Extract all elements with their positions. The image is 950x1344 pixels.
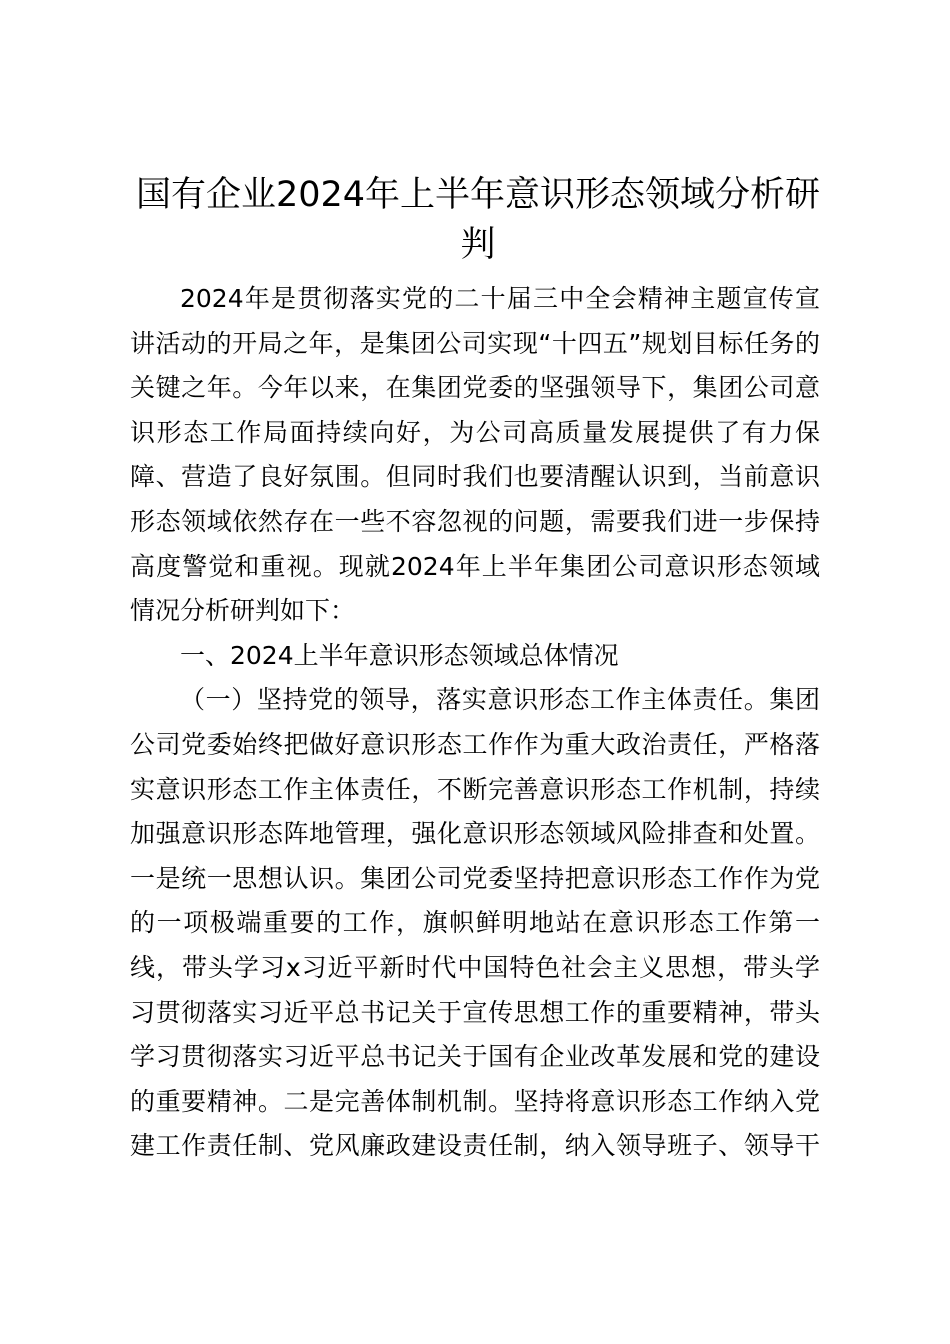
text-line: 学习贯彻落实习近平总书记关于国有企业改革发展和党的建设 <box>130 1042 820 1072</box>
text-line: 公司党委始终把做好意识形态工作作为重大政治责任，严格落 <box>130 729 820 759</box>
title-line-2: 判 <box>460 225 496 265</box>
text-line: 障、营造了良好氛围。但同时我们也要清醒认识到，当前意识 <box>130 462 820 492</box>
text-line: 识形态工作局面持续向好，为公司高质量发展提供了有力保 <box>130 417 820 447</box>
text-line: 高度警觉和重视。现就2024年上半年集团公司意识形态领域 <box>130 551 820 581</box>
document-title <box>118 170 838 270</box>
text-line: 加强意识形态阵地管理，强化意识形态领域风险排查和处置。 <box>130 819 820 849</box>
text-line: 关键之年。今年以来，在集团党委的坚强领导下，集团公司意 <box>130 373 820 403</box>
text-line: 一、2024上半年意识形态领域总体情况 <box>180 640 619 670</box>
text-line: 的重要精神。二是完善体制机制。坚持将意识形态工作纳入党 <box>130 1086 820 1116</box>
text-line: 线，带头学习x习近平新时代中国特色社会主义思想，带头学 <box>130 952 820 982</box>
text-line: （一）坚持党的领导，落实意识形态工作主体责任。集团 <box>180 685 820 715</box>
text-line: 讲活动的开局之年，是集团公司实现“十四五”规划目标任务的 <box>130 328 820 358</box>
document-body <box>130 277 820 1169</box>
text-line: 实意识形态工作主体责任，不断完善意识形态工作机制，持续 <box>130 774 820 804</box>
text-line: 2024年是贯彻落实党的二十届三中全会精神主题宣传宣 <box>180 284 820 313</box>
text-line: 形态领域依然存在一些不容忽视的问题，需要我们进一步保持 <box>130 506 820 536</box>
text-line: 的一项极端重要的工作，旗帜鲜明地站在意识形态工作第一 <box>130 908 820 938</box>
text-line: 情况分析研判如下： <box>130 596 356 626</box>
text-line: 习贯彻落实习近平总书记关于宣传思想工作的重要精神，带头 <box>130 997 820 1027</box>
text-line: 建工作责任制、党风廉政建设责任制，纳入领导班子、领导干 <box>130 1131 820 1161</box>
text-line: 一是统一思想认识。集团公司党委坚持把意识形态工作作为党 <box>130 863 820 893</box>
title-line-1: 国有企业2024年上半年意识形态领域分析研 <box>135 175 821 215</box>
